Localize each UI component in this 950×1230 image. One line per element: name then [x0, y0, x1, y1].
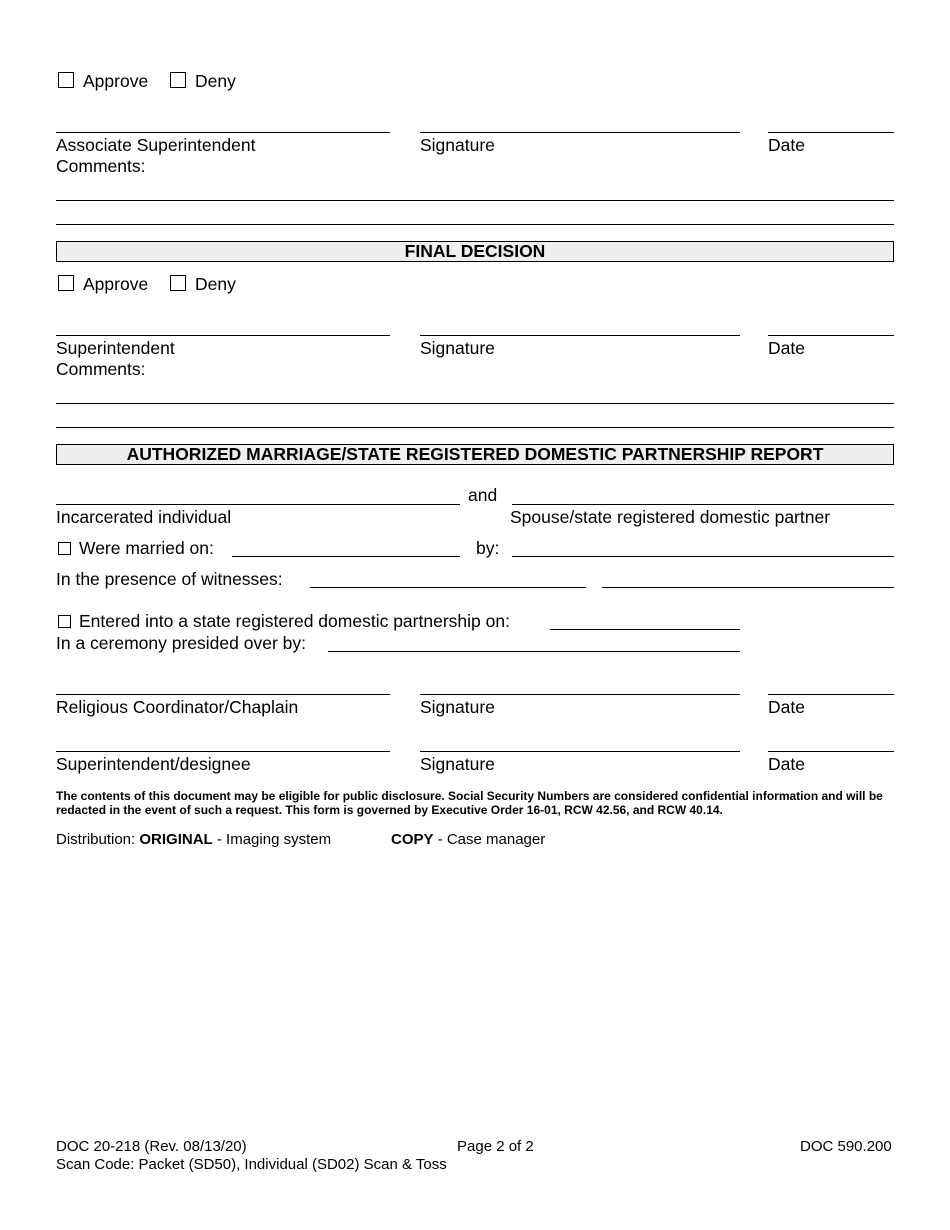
- comments-label: Comments:: [56, 156, 146, 176]
- associate-date-line[interactable]: [768, 132, 894, 133]
- distribution-copy-text: - Case manager: [433, 831, 546, 848]
- final-signature-label: Signature: [420, 338, 495, 358]
- disclosure-text: The contents of this document may be eligible for public disclosure. Social Security Numbers are considered confidential information and will be redacted in the event of such a request. This form is governed by Executive Order 16-01, RCW 42.56, and RCW 40.14.: [56, 789, 883, 818]
- page-number: Page 2 of 2: [457, 1138, 534, 1155]
- designee-signature-line[interactable]: [420, 751, 740, 752]
- signature-label: Signature: [420, 135, 495, 155]
- partnership-label: Entered into a state registered domestic partnership on:: [79, 611, 510, 631]
- distribution-original: [56, 831, 331, 848]
- comments-line-2[interactable]: [56, 224, 894, 225]
- chaplain-date-line[interactable]: [768, 694, 894, 695]
- ceremony-label: In a ceremony presided over by:: [56, 633, 306, 653]
- final-comments-line-1[interactable]: [56, 403, 894, 404]
- comments-line-1[interactable]: [56, 200, 894, 201]
- policy-number: DOC 590.200: [800, 1138, 892, 1155]
- partnership-date-line[interactable]: [550, 629, 740, 630]
- form-number: DOC 20-218 (Rev. 08/13/20): [56, 1138, 247, 1155]
- chaplain-signature-line[interactable]: [420, 694, 740, 695]
- final-date-label: Date: [768, 338, 805, 358]
- partnership-checkbox[interactable]: [58, 615, 71, 628]
- superintendent-date-line[interactable]: [768, 335, 894, 336]
- designee-signature-label: Signature: [420, 754, 495, 774]
- final-deny-label: Deny: [195, 274, 236, 294]
- report-heading: AUTHORIZED MARRIAGE/STATE REGISTERED DOMESTIC PARTNERSHIP REPORT: [56, 444, 894, 465]
- associate-superintendent-line[interactable]: [56, 132, 390, 133]
- superintendent-line[interactable]: [56, 335, 390, 336]
- distribution-copy-label: COPY: [391, 831, 434, 848]
- witnesses-label: In the presence of witnesses:: [56, 569, 283, 589]
- partner-label: Spouse/state registered domestic partner: [510, 507, 831, 527]
- superintendent-signature-line[interactable]: [420, 335, 740, 336]
- and-label: and: [468, 485, 498, 505]
- married-on-label: Were married on:: [79, 538, 214, 558]
- chaplain-date-label: Date: [768, 697, 805, 717]
- deny-label: Deny: [195, 71, 236, 91]
- final-decision-heading: FINAL DECISION: [56, 241, 894, 262]
- married-on-line[interactable]: [232, 556, 460, 557]
- deny-checkbox[interactable]: [170, 72, 186, 88]
- designee-date-label: Date: [768, 754, 805, 774]
- final-approve-label: Approve: [83, 274, 149, 294]
- final-deny-checkbox[interactable]: [170, 275, 186, 291]
- chaplain-label: Religious Coordinator/Chaplain: [56, 697, 299, 717]
- designee-label: Superintendent/designee: [56, 754, 251, 774]
- associate-superintendent-label: Associate Superintendent: [56, 135, 256, 155]
- distribution-prefix: Distribution:: [56, 831, 140, 848]
- final-comments-line-2[interactable]: [56, 427, 894, 428]
- distribution-copy: [391, 831, 545, 848]
- final-comments-label: Comments:: [56, 359, 146, 379]
- final-approve-checkbox[interactable]: [58, 275, 74, 291]
- by-label: by:: [476, 538, 500, 558]
- witness-1-line[interactable]: [310, 587, 586, 588]
- distribution-original-label: ORIGINAL: [139, 831, 213, 848]
- incarcerated-individual-line[interactable]: [56, 504, 460, 505]
- chaplain-signature-label: Signature: [420, 697, 495, 717]
- incarcerated-individual-label: Incarcerated individual: [56, 507, 232, 527]
- approve-checkbox[interactable]: [58, 72, 74, 88]
- married-by-line[interactable]: [512, 556, 894, 557]
- distribution-original-text: - Imaging system: [212, 831, 332, 848]
- associate-signature-line[interactable]: [420, 132, 740, 133]
- scan-code: Scan Code: Packet (SD50), Individual (SD02) Scan & Toss: [56, 1156, 447, 1173]
- approve-label: Approve: [83, 71, 149, 91]
- superintendent-label: Superintendent: [56, 338, 175, 358]
- partner-line[interactable]: [512, 504, 894, 505]
- designee-line[interactable]: [56, 751, 390, 752]
- ceremony-line[interactable]: [328, 651, 740, 652]
- date-label: Date: [768, 135, 805, 155]
- married-checkbox[interactable]: [58, 542, 71, 555]
- chaplain-line[interactable]: [56, 694, 390, 695]
- witness-2-line[interactable]: [602, 587, 894, 588]
- designee-date-line[interactable]: [768, 751, 894, 752]
